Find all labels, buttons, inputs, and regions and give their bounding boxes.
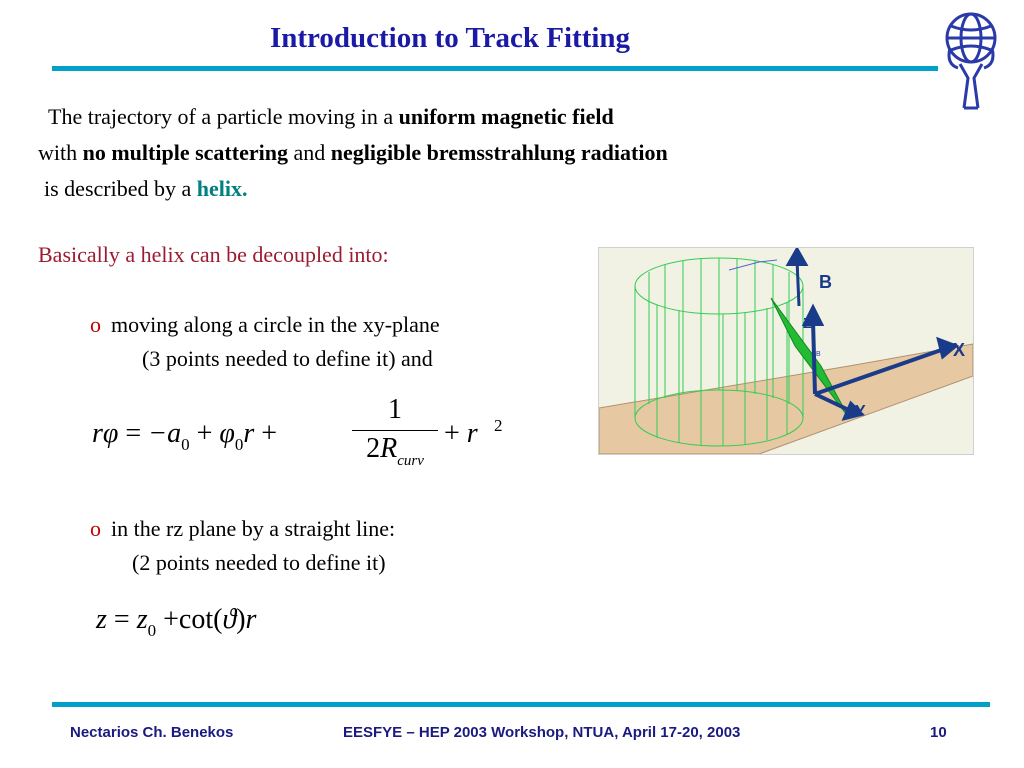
eq1-plus-3: + <box>444 418 460 449</box>
eq1-term-phi: φ <box>219 418 235 449</box>
eq1-term-phi-sub: 0 <box>234 435 244 454</box>
title-rule <box>52 66 938 71</box>
eq1-plus-1: + <box>196 418 213 449</box>
footer-event: EESFYE – HEP 2003 Workshop, NTUA, April 17-20, 2003 <box>343 724 741 741</box>
bullet-2-text: in the rz plane by a straight line: <box>111 516 396 541</box>
intro-text: is described by a <box>44 176 197 201</box>
helix-figure <box>598 247 974 455</box>
decouple-heading: Basically a helix can be decoupled into: <box>38 242 389 267</box>
bullet-1 <box>90 312 440 338</box>
eq1-term-r-sup: 2 <box>494 416 503 435</box>
bullet-marker: o <box>90 312 101 337</box>
helix-word: helix. <box>196 176 248 201</box>
footer-page-number: 10 <box>930 724 947 741</box>
plane-small-label: B <box>816 351 821 358</box>
slide-title: Introduction to Track Fitting <box>269 22 631 54</box>
eq1-equals: = <box>125 418 142 449</box>
y-axis-label: Y <box>855 403 866 420</box>
eq1-term-a-sub: 0 <box>181 435 190 454</box>
eq1-fraction <box>352 394 438 469</box>
bullet-2-note: (2 points needed to define it) <box>132 550 386 575</box>
bullet-1-note: (3 points needed to define it) and <box>142 346 433 371</box>
b-field-label: B <box>819 272 832 292</box>
eq1-numerator: 1 <box>388 394 402 425</box>
circle-equation <box>92 418 278 454</box>
intro-line-1 <box>48 104 614 130</box>
x-axis-label: X <box>953 340 966 360</box>
footer-author: Nectarios Ch. Benekos <box>70 724 234 741</box>
eq1-term-a: −a <box>148 418 182 449</box>
bullet-1-text: moving along a circle in the xy-plane <box>111 312 440 337</box>
eq1-term-phi-r: r <box>243 418 255 449</box>
intro-emphasis: uniform magnetic field <box>398 104 614 129</box>
atlas-logo-icon <box>938 8 1004 112</box>
eq2-close: ) <box>236 604 246 635</box>
eq2-equals: = <box>113 604 130 635</box>
intro-line-3 <box>44 176 247 202</box>
bullet-marker: o <box>90 516 101 541</box>
eq1-term-r: r <box>466 418 478 449</box>
line-equation <box>96 604 257 640</box>
eq2-r: r <box>245 604 257 635</box>
eq1-tail <box>444 418 478 450</box>
footer-rule <box>52 702 990 707</box>
eq2-plus: + <box>163 604 179 635</box>
eq2-z: z <box>136 604 148 635</box>
eq2-theta: ϑ <box>222 604 237 635</box>
eq1-den-2: 2 <box>366 433 381 464</box>
z-axis-label: Z <box>803 315 813 332</box>
eq1-plus-2: + <box>261 418 278 449</box>
eq2-z-sub: 0 <box>147 621 157 640</box>
intro-emphasis: negligible bremsstrahlung radiation <box>330 140 668 165</box>
bullet-2 <box>90 516 395 542</box>
eq2-lhs: z <box>96 604 107 635</box>
eq1-lhs: rφ <box>92 418 119 449</box>
intro-text: with <box>38 140 83 165</box>
intro-text: The trajectory of a particle moving in a <box>48 104 399 129</box>
eq1-den-sub: curv <box>397 453 424 469</box>
eq1-denominator <box>352 433 438 469</box>
eq2-cot: cot( <box>178 604 223 635</box>
eq1-fraction-bar <box>352 430 438 431</box>
intro-text: and <box>287 140 331 165</box>
intro-line-2 <box>38 140 668 166</box>
eq1-den-R: R <box>380 433 398 464</box>
intro-emphasis: no multiple scattering <box>82 140 288 165</box>
